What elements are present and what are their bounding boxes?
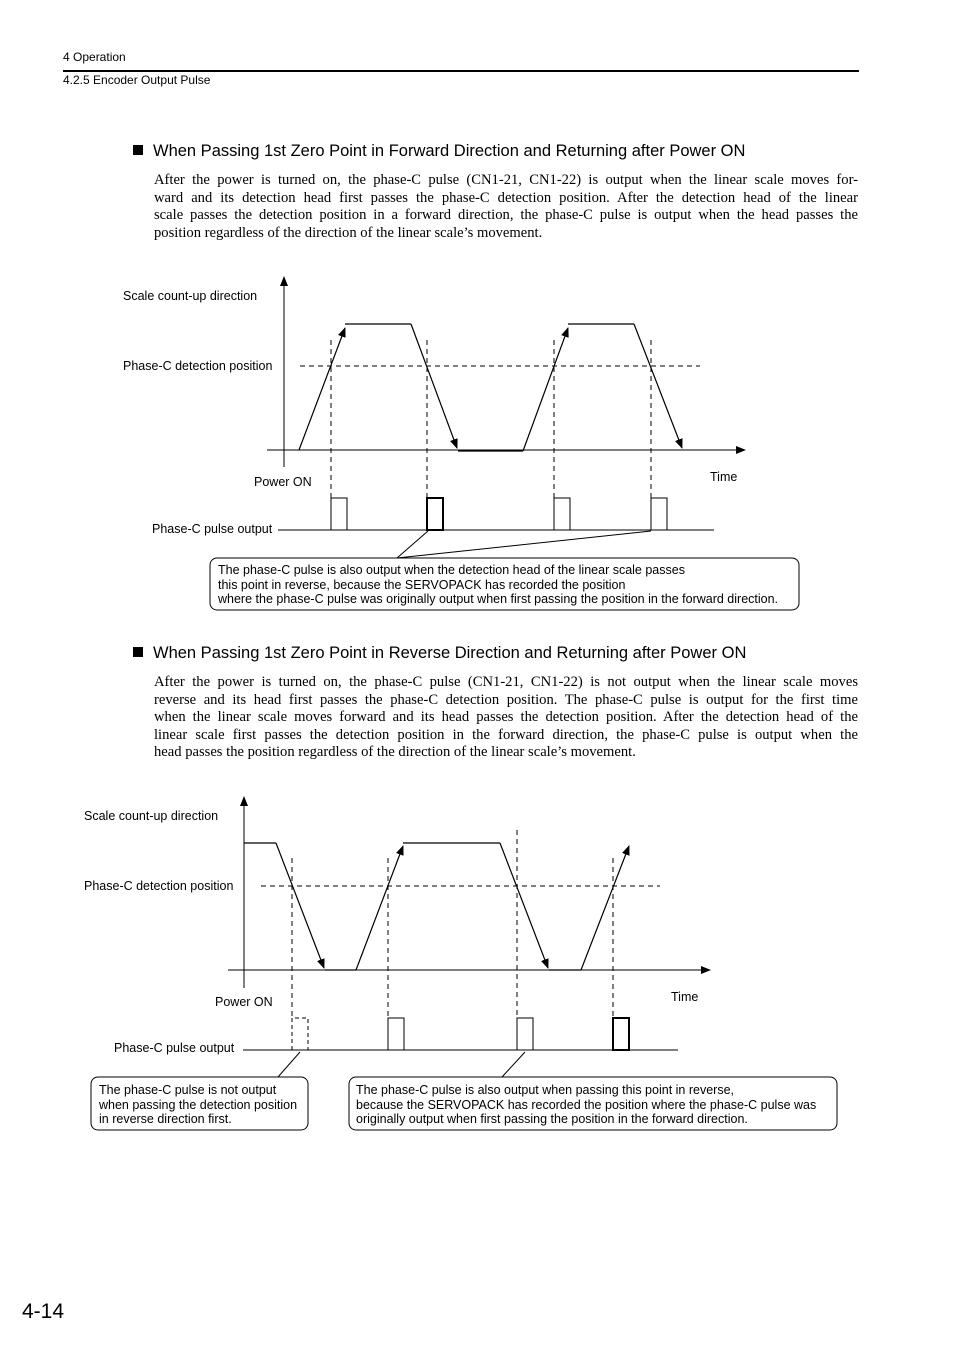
callout-text: when passing the detection position: [99, 1098, 298, 1112]
y-axis-label: Scale count-up direction: [123, 289, 258, 303]
callout-text: where the phase-C pulse was originally output when first passing the position in the forward direction.: [218, 592, 779, 606]
paragraph-line: linear scale first passes the detection position in the forward direction, the phase-C pulse is output when the: [154, 726, 858, 743]
callout-text: this point in reverse, because the SERVOPACK has recorded the position: [218, 578, 626, 592]
trace-rise: [299, 328, 345, 450]
callout-pointer: [397, 531, 651, 558]
paragraph-line: After the power is turned on, the phase-C pulse (CN1-21, CN1-22) is not output when the linear scale moves: [154, 674, 858, 690]
page-number: 4-14: [22, 1300, 65, 1323]
trace-rise: [356, 846, 403, 970]
callout-text: The phase-C pulse is also output when passing this point in reverse,: [356, 1083, 734, 1097]
phase-c-pulse: [517, 1018, 533, 1050]
time-label: Time: [710, 470, 738, 484]
crossing-guides: [292, 830, 613, 1018]
callout-pointer: [502, 1052, 525, 1077]
detection-position-label: Phase-C detection position: [84, 879, 234, 893]
paragraph-line: ward and its detection head first passes the phase-C detection position. After the detection head of the linear: [154, 189, 858, 206]
section-header: 4.2.5 Encoder Output Pulse: [63, 73, 211, 87]
trace-rise: [523, 328, 568, 451]
trace-fall: [411, 324, 457, 448]
paragraph-line: scale passes the detection position in a forward direction, the phase-C pulse is output when the head passes the: [154, 207, 858, 224]
trace-fall: [634, 324, 682, 448]
callout-text: originally output when first passing the position in the forward direction.: [356, 1112, 748, 1126]
scale-position-trace: [244, 843, 629, 970]
diagram1: [123, 277, 799, 610]
detection-position-label: Phase-C detection position: [123, 359, 273, 373]
pulse-train: [331, 498, 667, 530]
paragraph-line: position regardless of the direction of the linear scale’s movement.: [154, 224, 543, 241]
trace-fall: [500, 843, 548, 968]
power-on-label: Power ON: [254, 475, 312, 489]
paragraph-line: After the power is turned on, the phase-C pulse (CN1-21, CN1-22) is output when the linear scale moves for-: [154, 172, 858, 188]
section1-heading-text: When Passing 1st Zero Point in Forward Direction and Returning after Power ON: [153, 142, 746, 160]
callout-text: The phase-C pulse is not output: [99, 1083, 277, 1097]
y-axis-label: Scale count-up direction: [84, 809, 219, 823]
time-label: Time: [671, 990, 699, 1004]
trace-fall: [276, 843, 324, 968]
callout-text: because the SERVOPACK has recorded the position where the phase-C pulse was: [356, 1098, 817, 1112]
pulse-output-label: Phase-C pulse output: [114, 1041, 235, 1055]
callout-pointer: [278, 1052, 300, 1077]
phase-c-pulse-missing: [292, 1018, 308, 1050]
callout-text: in reverse direction first.: [99, 1112, 232, 1126]
crossing-guides: [331, 340, 651, 498]
paragraph-line: reverse and its head first passes the phase-C detection position. The phase-C pulse is output for the first time: [154, 691, 858, 708]
pulse-output-label: Phase-C pulse output: [152, 522, 273, 536]
chapter-header: 4 Operation: [63, 50, 126, 64]
paragraph-line: when the linear scale moves forward and its head passes the detection position. After the detection head of the: [154, 709, 858, 726]
pulse-train: [292, 1018, 629, 1050]
callout-pointer: [397, 531, 428, 558]
section2-heading-text: When Passing 1st Zero Point in Reverse Direction and Returning after Power ON: [153, 644, 747, 662]
paragraph-line: head passes the position regardless of the direction of the linear scale’s movement.: [154, 744, 636, 761]
diagram2: [84, 797, 837, 1130]
phase-c-pulse: [613, 1018, 629, 1050]
scale-position-trace: [299, 324, 682, 451]
phase-c-pulse: [651, 498, 667, 530]
phase-c-pulse: [427, 498, 443, 530]
callout-text: The phase-C pulse is also output when the detection head of the linear scale passes: [218, 563, 685, 577]
phase-c-pulse: [554, 498, 570, 530]
power-on-label: Power ON: [215, 995, 273, 1009]
phase-c-pulse: [331, 498, 347, 530]
phase-c-pulse: [388, 1018, 404, 1050]
trace-rise: [581, 846, 629, 970]
